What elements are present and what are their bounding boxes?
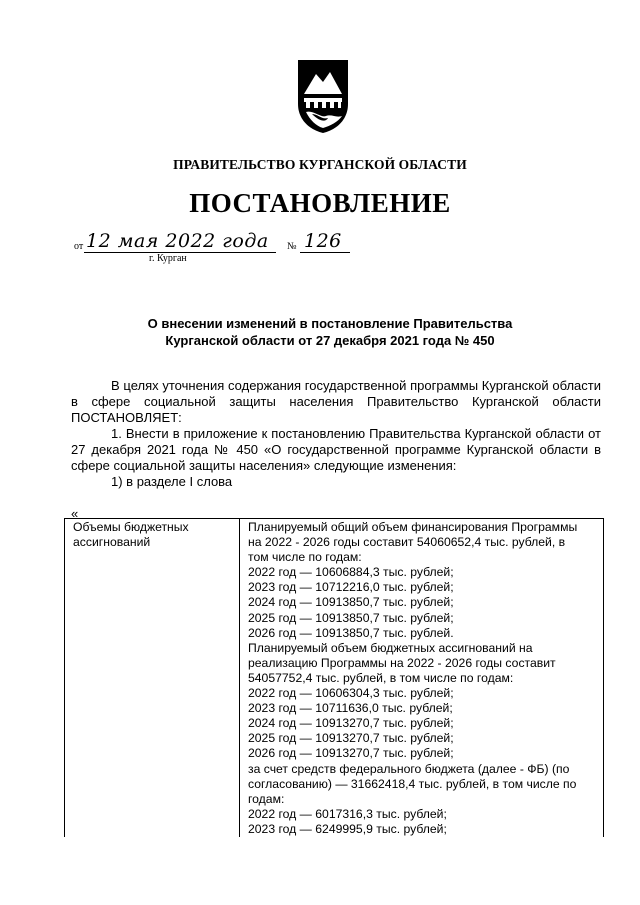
table-line: 54057752,4 тыс. рублей, в том числе по годам: [248, 670, 514, 685]
table-line: за счет средств федерального бюджета (далее - ФБ) (по [248, 761, 570, 776]
table-line: согласованию) — 31662418,4 тыс. рублей, в том числе по [248, 776, 577, 791]
table-line: Планируемый объем бюджетных ассигнований на [248, 640, 533, 655]
handwritten-date: 12 мая 2022 года [86, 230, 269, 252]
number-prefix: № [287, 241, 297, 252]
paragraph-subitem-1: 1) в разделе I слова [111, 474, 233, 489]
document-title [100, 315, 560, 349]
body-text [71, 378, 601, 490]
paragraph-preamble: В целях уточнения содержания государственной программы Курганской области в сфере социальной защиты населения Правительство Курганской области ПОСТАНОВЛЯЕТ: [71, 378, 601, 425]
table-right-cell [240, 519, 604, 837]
table-line: годам: [248, 791, 285, 806]
table-line: 2025 год — 10913850,7 тыс. рублей; [248, 610, 454, 625]
table-line: 2024 год — 10913270,7 тыс. рублей; [248, 716, 454, 731]
table-line: том числе по годам: [248, 550, 362, 565]
table-line: 2022 год — 10606884,3 тыс. рублей; [248, 565, 454, 580]
table-line: 2023 год — 10711636,0 тыс. рублей; [248, 701, 453, 716]
table-row [65, 519, 604, 837]
number-underline [300, 252, 350, 253]
coat-of-arms-emblem [296, 58, 350, 134]
table-line: на 2022 - 2026 годы составит 54060652,4 тыс. рублей, в [248, 535, 566, 550]
table-line: 2022 год — 6017316,3 тыс. рублей; [248, 806, 447, 821]
table-line: 2026 год — 10913850,7 тыс. рублей. [248, 625, 454, 640]
handwritten-number: 126 [304, 230, 342, 252]
table-line: 2026 год — 10913270,7 тыс. рублей; [248, 746, 454, 761]
document-type-heading: ПОСТАНОВЛЕНИЕ [189, 188, 451, 218]
table-line: реализацию Программы на 2022 - 2026 годы составит [248, 655, 556, 670]
opening-quote: « [71, 506, 79, 521]
table-line: 2023 год — 10712216,0 тыс. рублей; [248, 580, 454, 595]
table-line: 2025 год — 10913270,7 тыс. рублей; [248, 731, 454, 746]
title-line-1: О внесении изменений в постановление Правительства [147, 316, 513, 331]
city-label: г. Курган [149, 253, 187, 264]
table-line: 2022 год — 10606304,3 тыс. рублей; [248, 686, 454, 701]
table-line: 2023 год — 6249995,9 тыс. рублей; [248, 821, 447, 836]
table-line: 2024 год — 10913850,7 тыс. рублей; [248, 595, 454, 610]
funding-table [64, 518, 604, 837]
government-name: ПРАВИТЕЛЬСТВО КУРГАНСКОЙ ОБЛАСТИ [173, 157, 467, 172]
title-line-2: Курганской области от 27 декабря 2021 года № 450 [165, 333, 495, 348]
table-left-cell: Объемы бюджетных ассигнований [65, 519, 240, 837]
date-prefix: от [74, 241, 84, 252]
date-number-line [74, 230, 374, 260]
paragraph-item-1: 1. Внести в приложение к постановлению Правительства Курганской области от 27 декабря 2021 года № 450 «О государственной программе Курганской области в сфере социальной защиты населения» следующие изменения: [71, 426, 601, 473]
table-line: Планируемый общий объем финансирования Программы [248, 520, 578, 534]
